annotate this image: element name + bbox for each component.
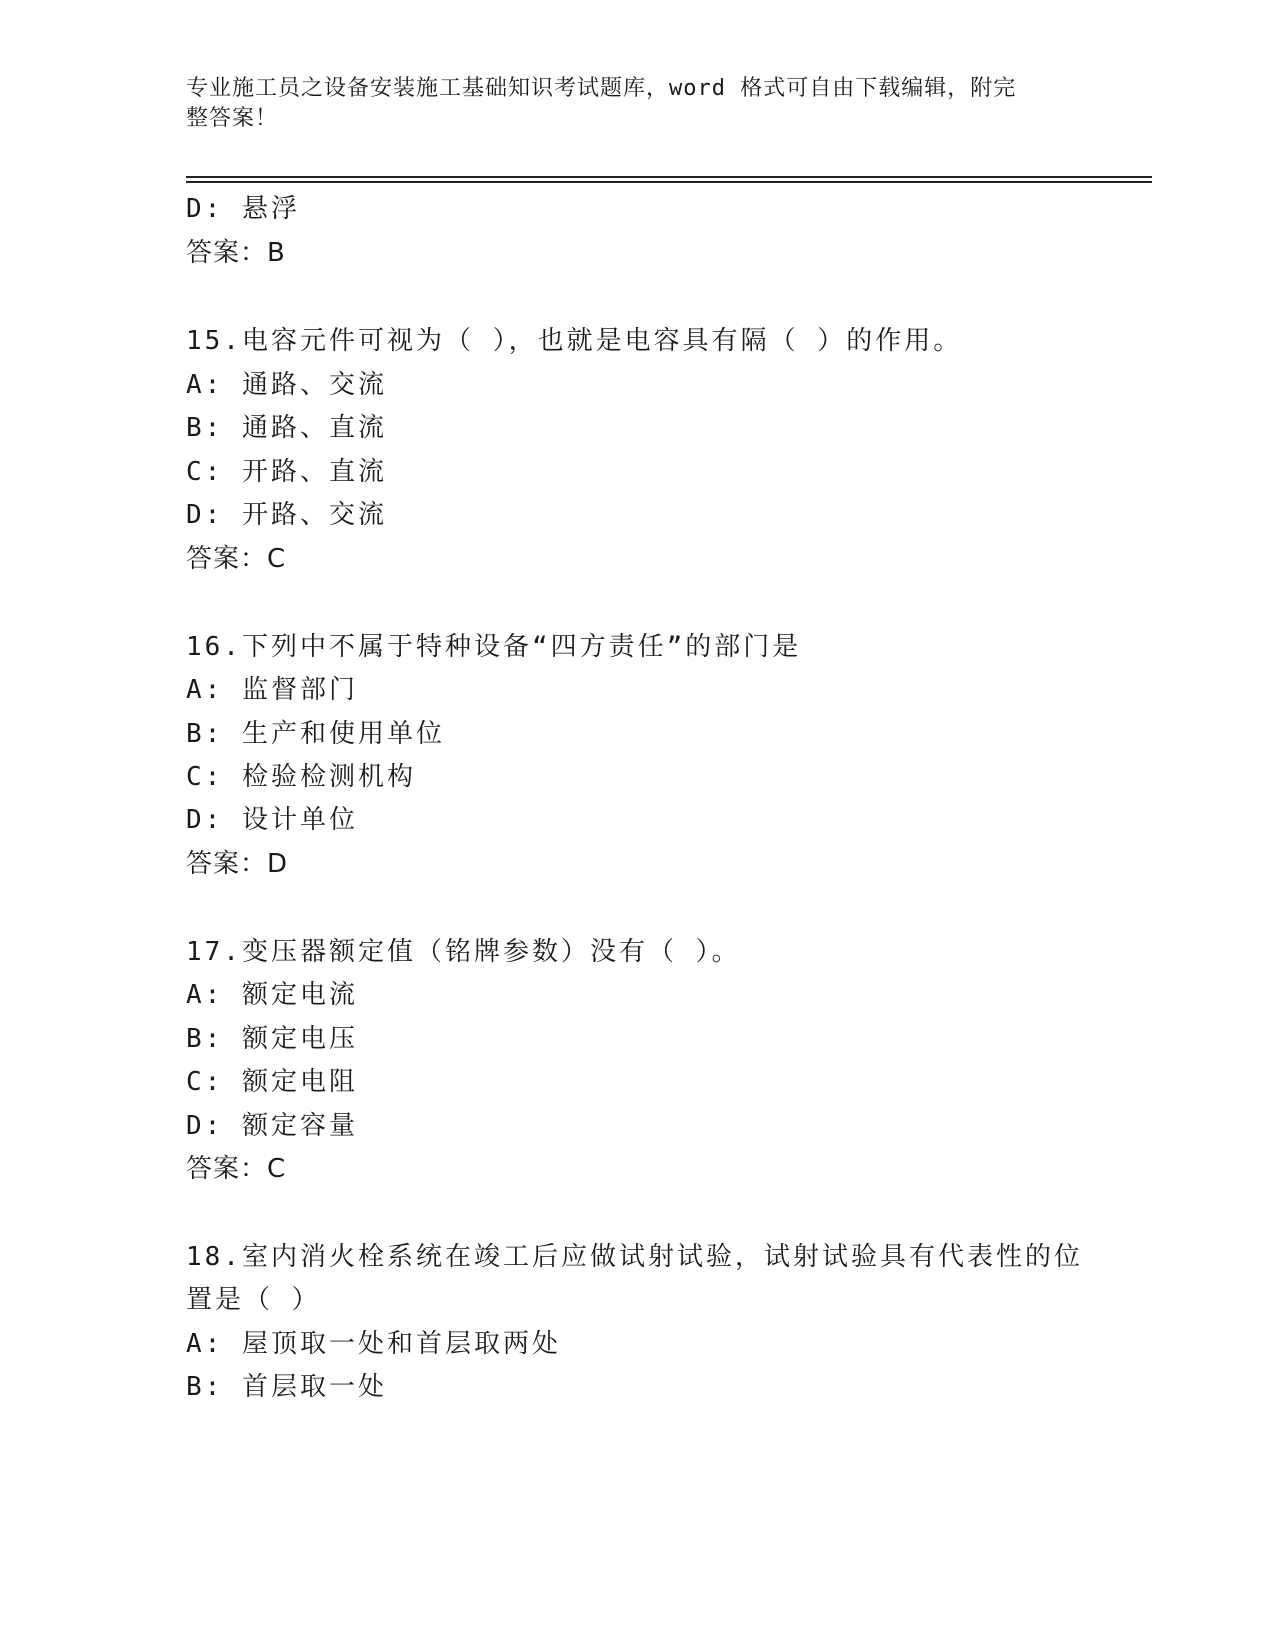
q15-option-c: C: 开路、直流 xyxy=(186,457,387,487)
q17-option-b: B: 额定电压 xyxy=(186,1024,358,1054)
q17-answer: 答案：C xyxy=(186,1154,287,1184)
header-line-2: 整答案！ xyxy=(186,106,279,131)
q15-question: 15.电容元件可视为（ ），也就是电容具有隔（ ）的作用。 xyxy=(186,326,963,356)
q15-answer: 答案：C xyxy=(186,544,287,574)
document-header xyxy=(186,74,1066,134)
q14-option-d: D: 悬浮 xyxy=(186,194,300,224)
q15-option-d: D: 开路、交流 xyxy=(186,500,387,530)
q16-question: 16.下列中不属于特种设备“四方责任”的部门是 xyxy=(186,632,802,662)
q16-answer: 答案：D xyxy=(186,849,289,879)
header-divider-top xyxy=(186,176,1152,178)
q15-option-b: B: 通路、直流 xyxy=(186,413,387,443)
q18-option-a: A: 屋顶取一处和首层取两处 xyxy=(186,1329,561,1359)
q17-option-d: D: 额定容量 xyxy=(186,1111,358,1141)
q17-option-a: A: 额定电流 xyxy=(186,980,358,1010)
q17-option-c: C: 额定电阻 xyxy=(186,1067,358,1097)
q15-option-a: A: 通路、交流 xyxy=(186,370,387,400)
header-divider-bottom xyxy=(186,181,1152,183)
q18-question-line-2: 置是（ ） xyxy=(186,1285,321,1315)
header-line-1: 专业施工员之设备安装施工基础知识考试题库，word 格式可自由下载编辑，附完 xyxy=(186,76,1017,101)
q16-option-c: C: 检验检测机构 xyxy=(186,762,416,792)
q16-option-b: B: 生产和使用单位 xyxy=(186,719,445,749)
q18-option-b: B: 首层取一处 xyxy=(186,1372,387,1402)
q18-question-line-1: 18.室内消火栓系统在竣工后应做试射试验，试射试验具有代表性的位 xyxy=(186,1242,1083,1272)
q16-option-d: D: 设计单位 xyxy=(186,805,358,835)
q14-answer: 答案：B xyxy=(186,238,286,268)
q17-question: 17.变压器额定值（铭牌参数）没有（ ）。 xyxy=(186,937,741,967)
q16-option-a: A: 监督部门 xyxy=(186,675,358,705)
